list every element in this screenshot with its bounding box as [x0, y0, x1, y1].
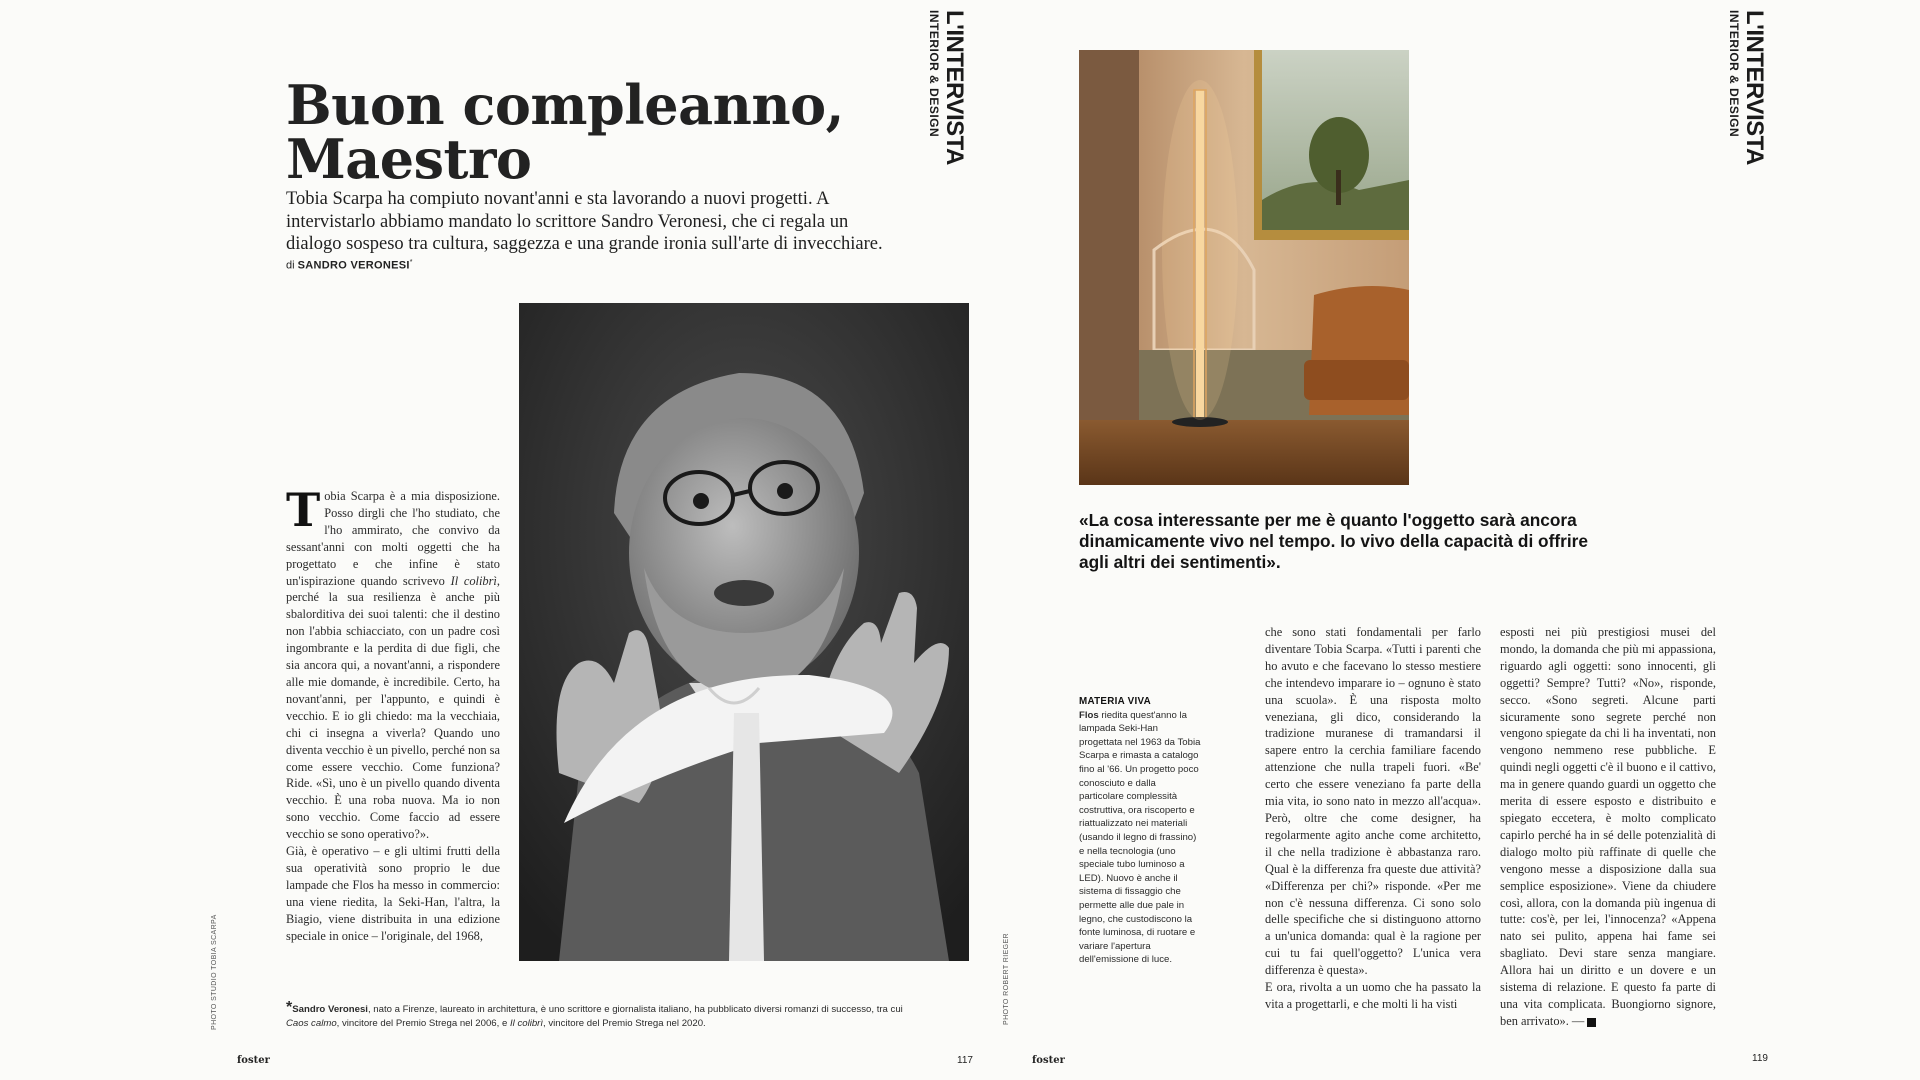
body-text-italic: Il colibrì: [450, 573, 497, 588]
body-mid-p2: E ora, rivolta a un uomo che ha passato la vita a progettarli, e che molti li ha visti: [1265, 980, 1481, 1011]
body-column-left: [286, 483, 501, 944]
room-illustration: [1079, 50, 1409, 485]
footnote-italic-2: Il colibrì: [509, 1018, 544, 1029]
body-right-text: esposti nei più prestigiosi musei del mondo, la domanda che più mi appassiona, riguardo agli oggetti: sono innocenti, gli oggetti? Sempre? Tutti? «No», risponde, secco. «Sono segreti. Alcune parti sicuramente sono segrete perché non vengono spiegate da chi li ha inventati, non vengono nemmeno rese pubbliche. E quindi negli oggetti c'è il buono e il cattivo, ma in genere quando guardi un oggetto che merita di essere esposto e distribuito e spiegato eccetera, è molto complicato capirlo perché ha in sé delle potenzialità di dialogo molto più raffinate di quelle che vengono messe a disposizione dalla sua semplice esposizione». Viene da chiudere così, allora, con la domanda più ingenua di tutte: cos'è, per lei, l'innocenza? «Appena nato sei pulito, appena hai fame sei sbagliato. Devi stare senza mangiare. Allora hai un diritto e un dovere e un sistema di relazione. E questo fa parte di una vita complicata. Buongiorno signore, ben arrivato».: [1500, 625, 1716, 1028]
footnote-text-c: , vincitore del Premio Strega nel 2020.: [543, 1018, 706, 1029]
byline: [286, 259, 412, 272]
section-tag-main: L'INTERVISTA: [1741, 10, 1768, 165]
footnote-italic-1: Caos calmo: [286, 1018, 337, 1029]
section-tag-sub: INTERIOR & DESIGN: [1727, 10, 1741, 138]
body-text-1: obia Scarpa è a mia disposizione. Posso dirgli che l'ho studiato, che l'ho ammirato, che convivo da sessant'anni con molti oggetti che ha progettato e che infine è stato un'ispirazione quando scrivevo: [286, 489, 500, 588]
headline: [286, 73, 926, 191]
sidebar-title: MATERIA VIVA: [1079, 696, 1151, 707]
byline-mark: *: [409, 259, 413, 266]
section-tag-main: L'INTERVISTA: [941, 10, 968, 165]
body-column-right: [1500, 624, 1716, 1030]
footnote-star: *: [286, 999, 293, 1016]
deck: Tobia Scarpa ha compiuto novant'anni e sta lavorando a nuovi progetti. A intervistarlo abbiamo mandato lo scrittore Sandro Veronesi, che ci regala un dialogo sospeso tra cultura, saggezza e una grande ironia sull'arte di invecchiare.: [286, 189, 883, 254]
body-mid-p1: che sono stati fondamentali per farlo diventare Tobia Scarpa. «Tutti i parenti che ho avuto e che facevano lo stesso mestiere che intendevo imparare io – ognuno è stato una scuola». È una risposta molto veneziana, gli dico, considerando la tradizione muranese di tramandarsi il sapere entro la cerchia familiare facendo attenzione che nulla trapeli fuori. «Be' certo che essere veneziano fa parte della mia vita, io sono nato in mezzo all'acqua». Però, oltre che come designer, ha regolarmente agito anche come architetto, il che nella tradizione è abbastanza raro. Qual è la differenza fra queste due attività? «Differenza per chi?» risponde. «Per me non c'è nessuna differenza. Ci sono solo delle specifiche che si distinguono attorno a un'unica domanda: qual è la ragione per cui tu fai quell'oggetto? L'unica vera differenza è questa».: [1265, 625, 1481, 978]
left-page-number: 117: [957, 1055, 973, 1066]
footnote-text-b: , vincitore del Premio Strega nel 2006, e: [336, 1018, 510, 1029]
byline-name: SANDRO VERONESI: [297, 259, 410, 272]
right-page-number: 119: [1752, 1053, 1768, 1064]
headline-line-1: Buon compleanno,: [286, 73, 844, 137]
body-text-1-end: , perché la sua resilienza è anche più sbalorditiva dei suoi talenti: che il destino non l'abbia schiacciato, con un padre così ingombrante e la perdita di due figli, che sia ancora qui, a novant'anni, a rispondere alle mie domande, è incredibile. Certo, ha novant'anni, per l'appunto, e quindi è vecchio. E io gli chiedo: ma la vecchiaia, chi ci insegna a viverla? Quando uno diventa vecchio è un pivello, perché non sa come essere vecchio. Come funziona? Ride. «Sì, uno è un pivello quando diventa vecchio. È una roba nuova. Ma io non sono vecchio. Come faccio ad essere vecchio se sono operativo?».: [286, 573, 501, 842]
portrait-illustration: [519, 303, 969, 961]
left-footer-brand: foster: [237, 1055, 270, 1066]
right-photo-credit: PHOTO ROBERT RIEGER: [1003, 932, 1010, 1025]
sidebar-brand: Flos: [1079, 709, 1099, 721]
sidebar-text: riedita quest'anno la lampada Seki-Han progettata nel 1963 da Tobia Scarpa e rimasta a catalogo fino al '66. Un progetto poco conosciuto e dalla particolare complessità costruttiva, ora riscoperto e riattualizzato nei materiali (usando il legno di frassino) e nella tecnologia (uno speciale tubo luminoso a LED). Nuovo è anche il sistema di fissaggio che permette alle due pale in legno, che custodiscono la fonte luminosa, di ruotare e variare l'apertura dell'emissione di luce.: [1079, 709, 1201, 966]
headline-line-2: Maestro: [286, 127, 532, 191]
room-photo: [1079, 50, 1409, 485]
portrait-photo: [519, 303, 969, 961]
right-footer-brand: foster: [1032, 1055, 1065, 1066]
body-right-dash: —: [1568, 1013, 1585, 1028]
right-section-tag: [1728, 10, 1766, 170]
left-photo-credit: PHOTO STUDIO TOBIA SCARPA: [211, 914, 218, 1030]
footnote: [286, 1001, 926, 1031]
end-mark-icon: [1587, 1018, 1596, 1027]
pull-quote: «La cosa interessante per me è quanto l'oggetto sarà ancora dinamicamente vivo nel tempo. Io vivo della capacità di offrire agli altri dei sentimenti».: [1079, 510, 1588, 572]
left-section-tag: [928, 10, 966, 170]
byline-prefix: di: [286, 259, 295, 272]
body-text-2: Già, è operativo – e gli ultimi frutti della sua operatività sono proprio le due lampade che Flos ha messo in commercio: una viene riedita, la Seki-Han, l'altra, la Biagio, viene distribuita in una edizione speciale in onice – l'originale, del 1968,: [286, 844, 500, 943]
drop-cap: T: [286, 483, 321, 537]
footnote-text-a: , nato a Firenze, laureato in architettura, è uno scrittore e giornalista italiano, ha pubblicato diversi romanzi di successo, tra cui: [367, 1004, 903, 1015]
section-tag-sub: INTERIOR & DESIGN: [927, 10, 941, 138]
footnote-name: Sandro Veronesi: [292, 1004, 368, 1015]
body-column-middle: [1265, 624, 1481, 1013]
sidebar-box: [1079, 695, 1203, 967]
